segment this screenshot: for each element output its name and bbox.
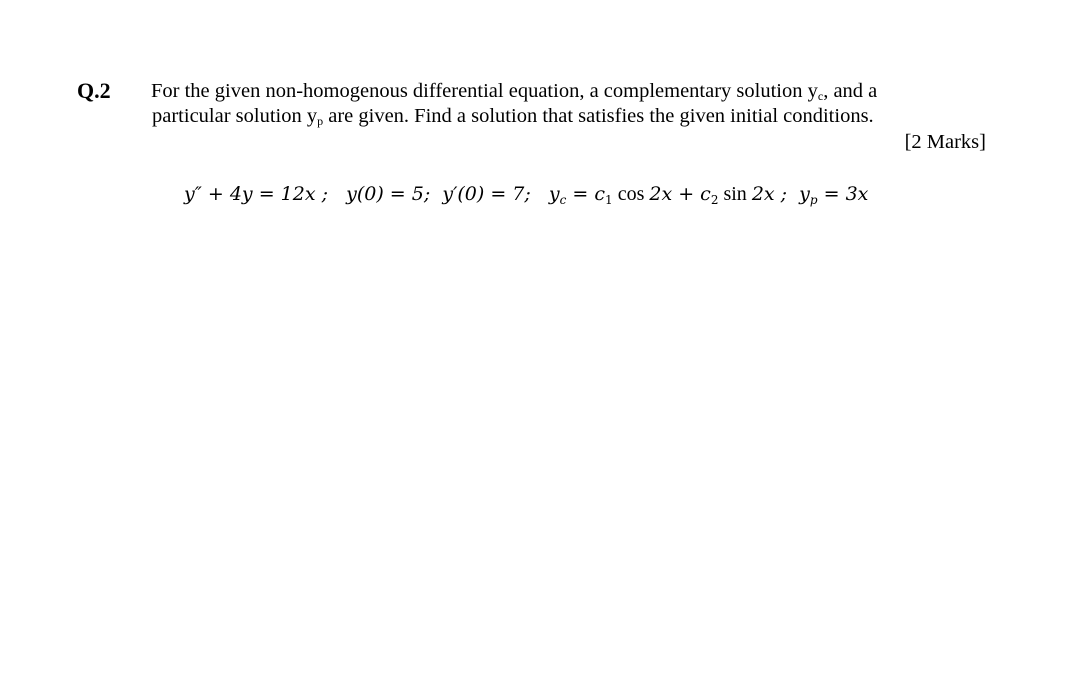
yp-symbol: y [799, 183, 810, 205]
question-text [151, 79, 951, 129]
c1-symbol: c [594, 183, 606, 205]
c1-subscript: 1 [605, 193, 613, 207]
question-line-1 [151, 79, 951, 104]
subscript-p: p [317, 114, 324, 128]
question-line-1-text: For the given non-homogenous differential equation, a complementary solution y [151, 80, 818, 102]
sin-argument: 2x ; [751, 183, 788, 205]
c2-symbol: c [700, 183, 711, 205]
question-number: Q.2 [77, 78, 111, 103]
initial-condition-1: y(0) = 5; [346, 183, 431, 205]
question-line-2-end: are given. Find a solution that satisfies the given initial conditions. [323, 105, 874, 127]
subscript-c: c [817, 89, 824, 103]
initial-condition-2: y′(0) = 7; [442, 183, 531, 205]
cos-argument: 2x [649, 183, 673, 205]
plus-sign: + [672, 183, 701, 205]
particular-solution [799, 183, 868, 205]
question-line-2 [151, 104, 951, 129]
cos-function: cos [612, 183, 650, 205]
yc-symbol: y [548, 183, 560, 205]
ode-equation: y″ + 4y = 12x ; [184, 183, 328, 205]
marks-label: [2 Marks] [904, 131, 986, 153]
yp-rhs: = 3x [817, 183, 869, 205]
c2-subscript: 2 [710, 193, 719, 207]
yp-subscript: p [809, 193, 818, 207]
sin-function: sin [718, 183, 752, 205]
yc-equals: = [566, 183, 595, 205]
complementary-solution [549, 183, 787, 205]
question-line-2-text: particular solution y [152, 105, 318, 127]
yc-subscript: c [559, 193, 567, 207]
equation-line [184, 181, 868, 207]
question-line-1-end: , and a [823, 80, 878, 102]
